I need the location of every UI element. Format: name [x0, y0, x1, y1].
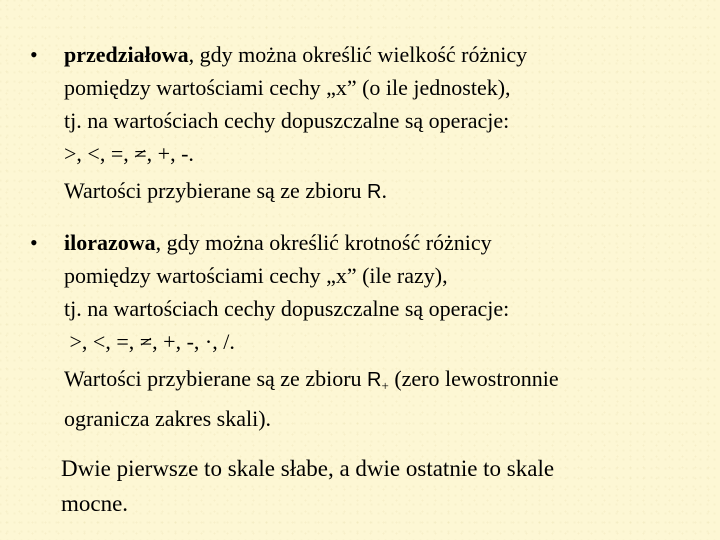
bullet-line	[64, 226, 690, 259]
summary-line: Dwie pierwsze to skale słabe, a dwie ostatnie to skale	[61, 456, 555, 481]
summary-line: mocne.	[61, 491, 129, 516]
line-text: , gdy można określić wielkość różnicy	[188, 42, 528, 67]
operations-line	[64, 325, 690, 358]
not-equal-symbol: =	[134, 137, 146, 170]
range-line	[64, 174, 690, 209]
bullet-ilorazowa	[30, 226, 690, 435]
line-text: pomiędzy wartościami cechy „x” (ile razy),	[64, 263, 448, 288]
bullet-body	[64, 226, 690, 435]
summary-text	[61, 451, 681, 521]
range-line	[64, 362, 690, 402]
range-text: Wartości przybierane są ze zbioru	[64, 366, 368, 391]
set-subscript: +	[381, 378, 389, 393]
bullet-marker: •	[30, 42, 38, 67]
operations-text: , +, -.	[146, 141, 194, 166]
operations-text: >, <, =,	[64, 141, 135, 166]
scale-term: ilorazowa	[64, 230, 156, 255]
line-text: pomiędzy wartościami cechy „x” (o ile jednostek),	[64, 75, 511, 100]
set-symbol: R	[367, 181, 382, 203]
operations-text: , +, -, ·, /.	[152, 329, 235, 354]
operations-line	[64, 137, 690, 170]
scale-term: przedziałowa	[64, 42, 189, 67]
line-text: ogranicza zakres skali).	[64, 406, 272, 431]
not-equal-symbol: =	[140, 325, 152, 358]
bullet-line	[64, 38, 690, 71]
line-text: tj. na wartościach cechy dopuszczalne są operacje:	[64, 296, 510, 321]
bullet-marker: •	[30, 230, 38, 255]
operations-text: >, <, =,	[64, 329, 140, 354]
range-text: .	[381, 178, 387, 203]
range-text: Wartości przybierane są ze zbioru	[64, 178, 368, 203]
bullet-przedzialowa	[30, 38, 690, 209]
line-text: tj. na wartościach cechy dopuszczalne są operacje:	[64, 108, 510, 133]
range-text: (zero lewostronnie	[388, 366, 559, 391]
bullet-body	[64, 38, 690, 209]
line-text: , gdy można określić krotność różnicy	[155, 230, 492, 255]
set-symbol: R	[367, 369, 382, 391]
